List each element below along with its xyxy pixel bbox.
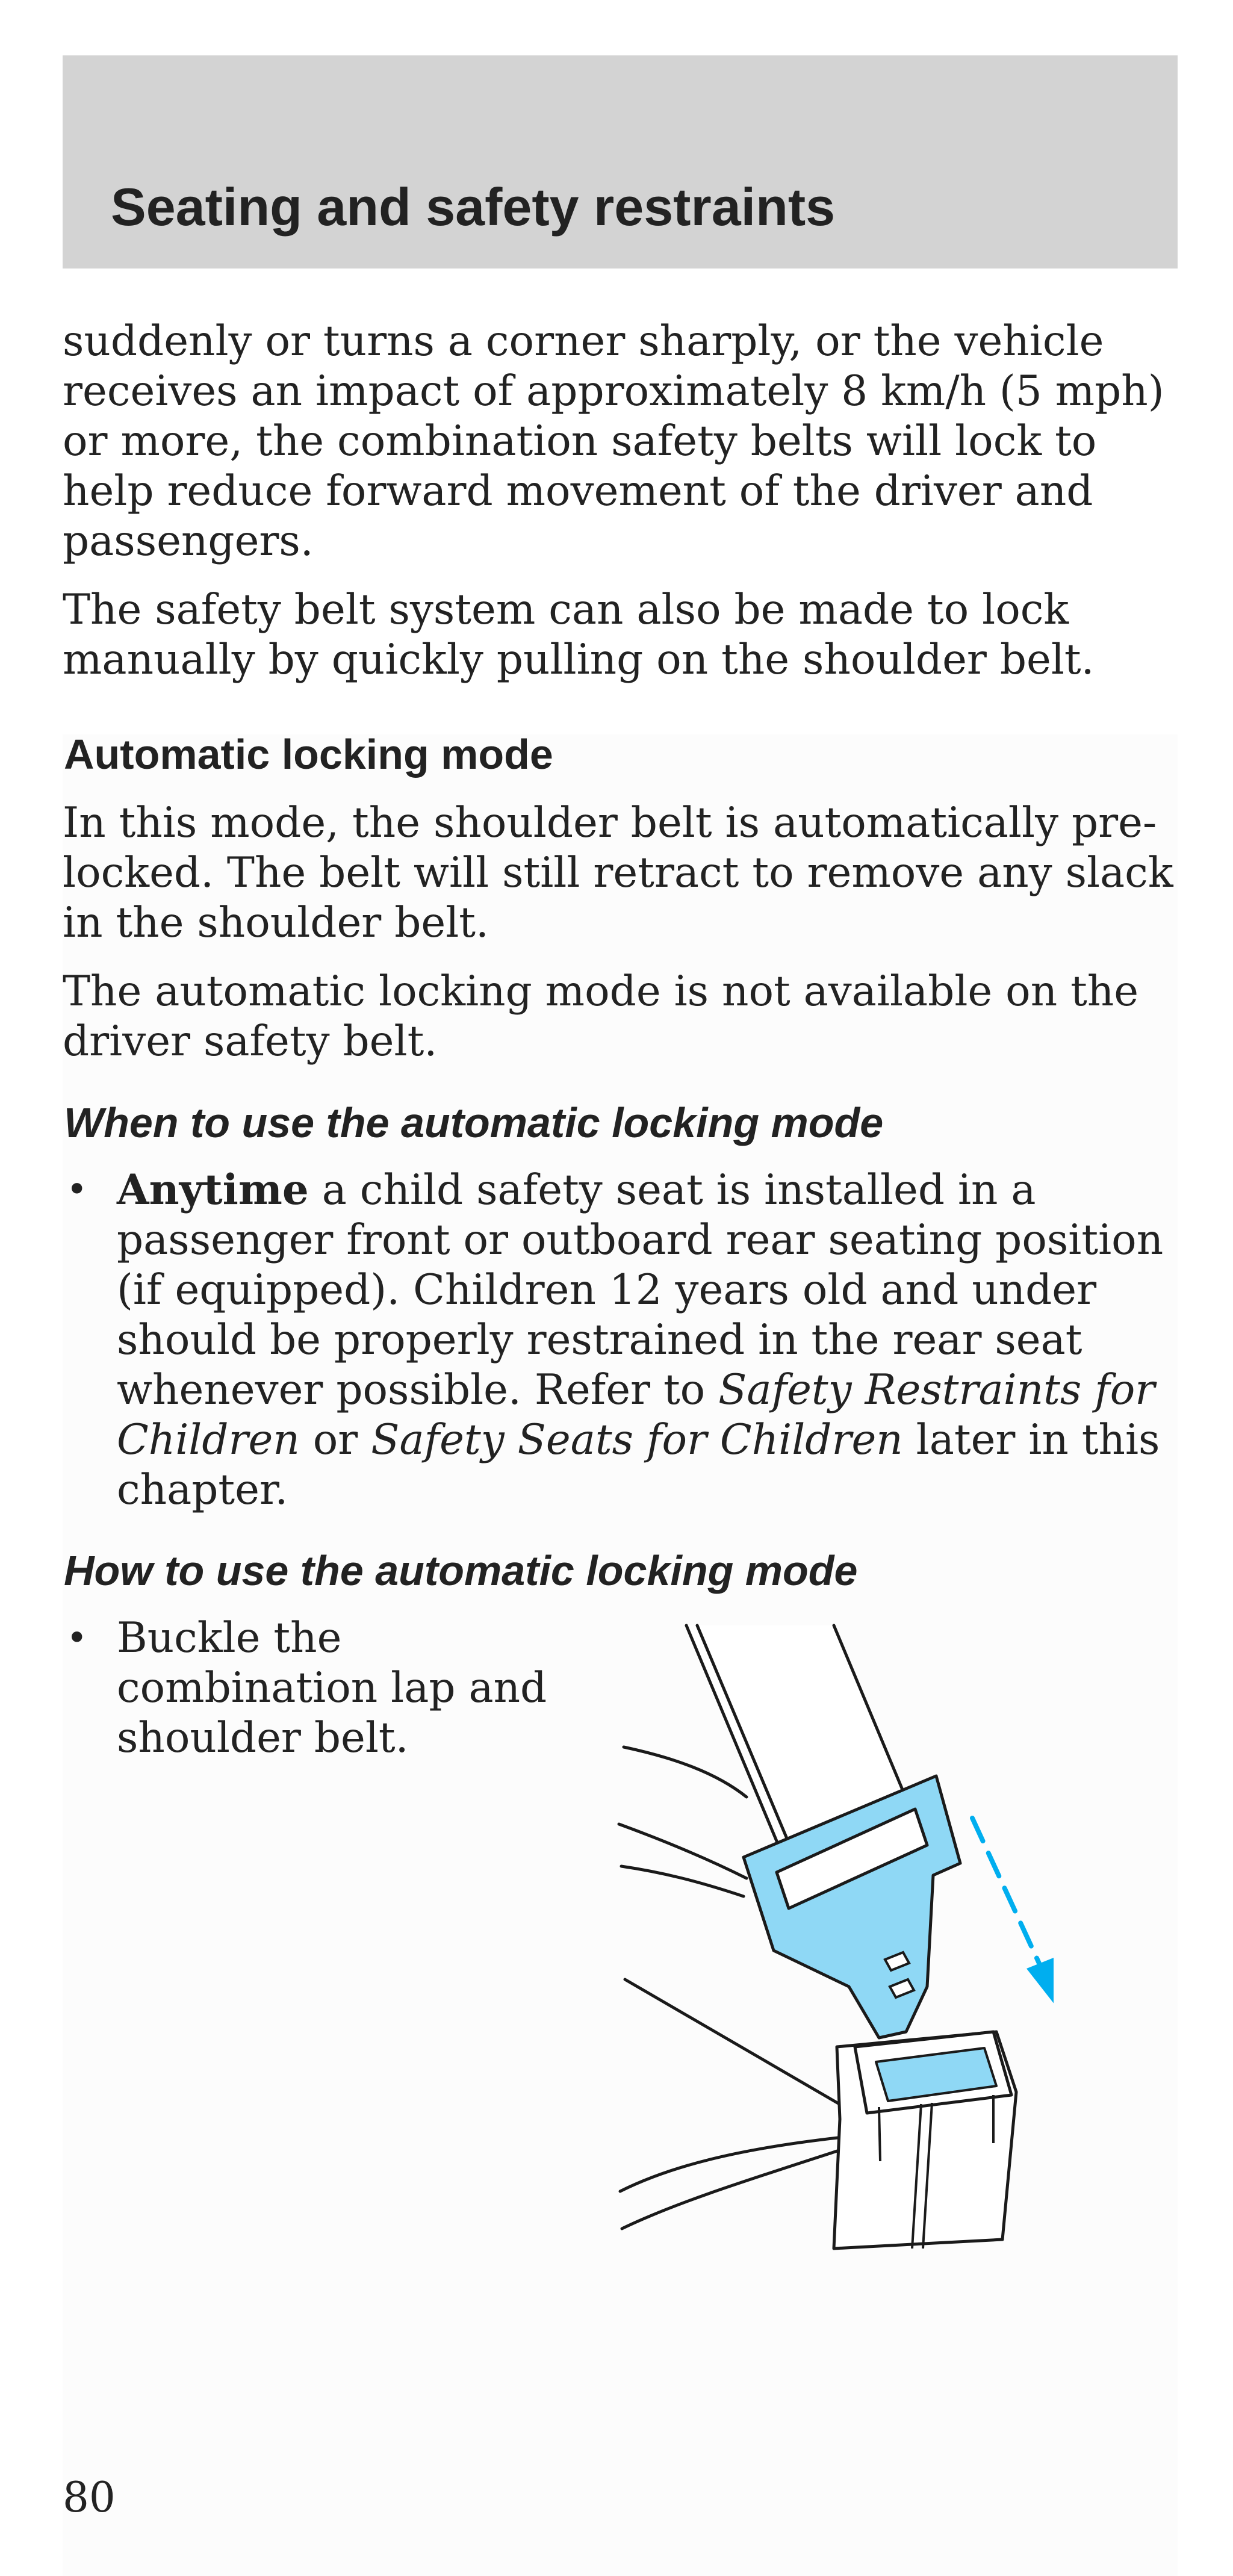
seat-outline (625, 1979, 855, 2113)
section-heading-how-to-use: How to use the automatic locking mode (64, 1547, 858, 1594)
intro-paragraph-1: suddenly or turns a corner sharply, or the vehicle receives an impact of approximately 8 km/h (5 mph) or more, the combination safety belts will lock to help reduce forward movement of the driver and passengers. (63, 317, 1164, 565)
intro-paragraph-2: The safety belt system can also be made to lock manually by quickly pulling on the shoulder belt. (63, 586, 1095, 684)
when-to-use-bullet (117, 1165, 1188, 1515)
automatic-locking-paragraph-1: In this mode, the shoulder belt is automatically pre-locked. The belt will still retract to remove any slack in the shoulder belt. (63, 799, 1173, 947)
seat-outline (622, 2149, 843, 2229)
section-heading-automatic-locking-mode: Automatic locking mode (64, 731, 553, 778)
bullet-text-part-2: or (299, 1416, 371, 1464)
dashed-arrow (972, 1818, 1042, 1969)
seat-outline (624, 1747, 747, 1797)
seat-outline (621, 1866, 744, 1896)
bullet-text-part-1: a child safety seat is installed in a passenger front or outboard rear seating position (if equipped). Children 12 years old and under should be properly restrained in the rear seat whenever possible. Refer to (117, 1166, 1164, 1414)
page-number: 80 (63, 2474, 116, 2522)
bullet-text-part-3: later in this chapter. (117, 1416, 1160, 1514)
arrow-head-icon (1026, 1957, 1054, 2005)
bullet-dot-icon: • (66, 1617, 88, 1659)
buckle-line (879, 2107, 880, 2161)
automatic-locking-paragraph-2: The automatic locking mode is not available on the driver safety belt. (63, 967, 1139, 1066)
bullet-bold-lead: Anytime (117, 1165, 309, 1214)
section-heading-when-to-use: When to use the automatic locking mode (64, 1099, 884, 1146)
reference-safety-restraints-for-children: Safety Restraints for Children (117, 1366, 1155, 1464)
how-to-use-bullet: Buckle the combination lap and shoulder belt. (117, 1614, 547, 1762)
reference-safety-seats-for-children: Safety Seats for Children (371, 1416, 903, 1464)
seat-belt-buckle-illustration (614, 1613, 1054, 2258)
seat-outline (620, 2137, 843, 2191)
header-band (63, 55, 1178, 268)
bullet-dot-icon: • (66, 1169, 88, 1211)
page-title: Seating and safety restraints (111, 177, 836, 237)
